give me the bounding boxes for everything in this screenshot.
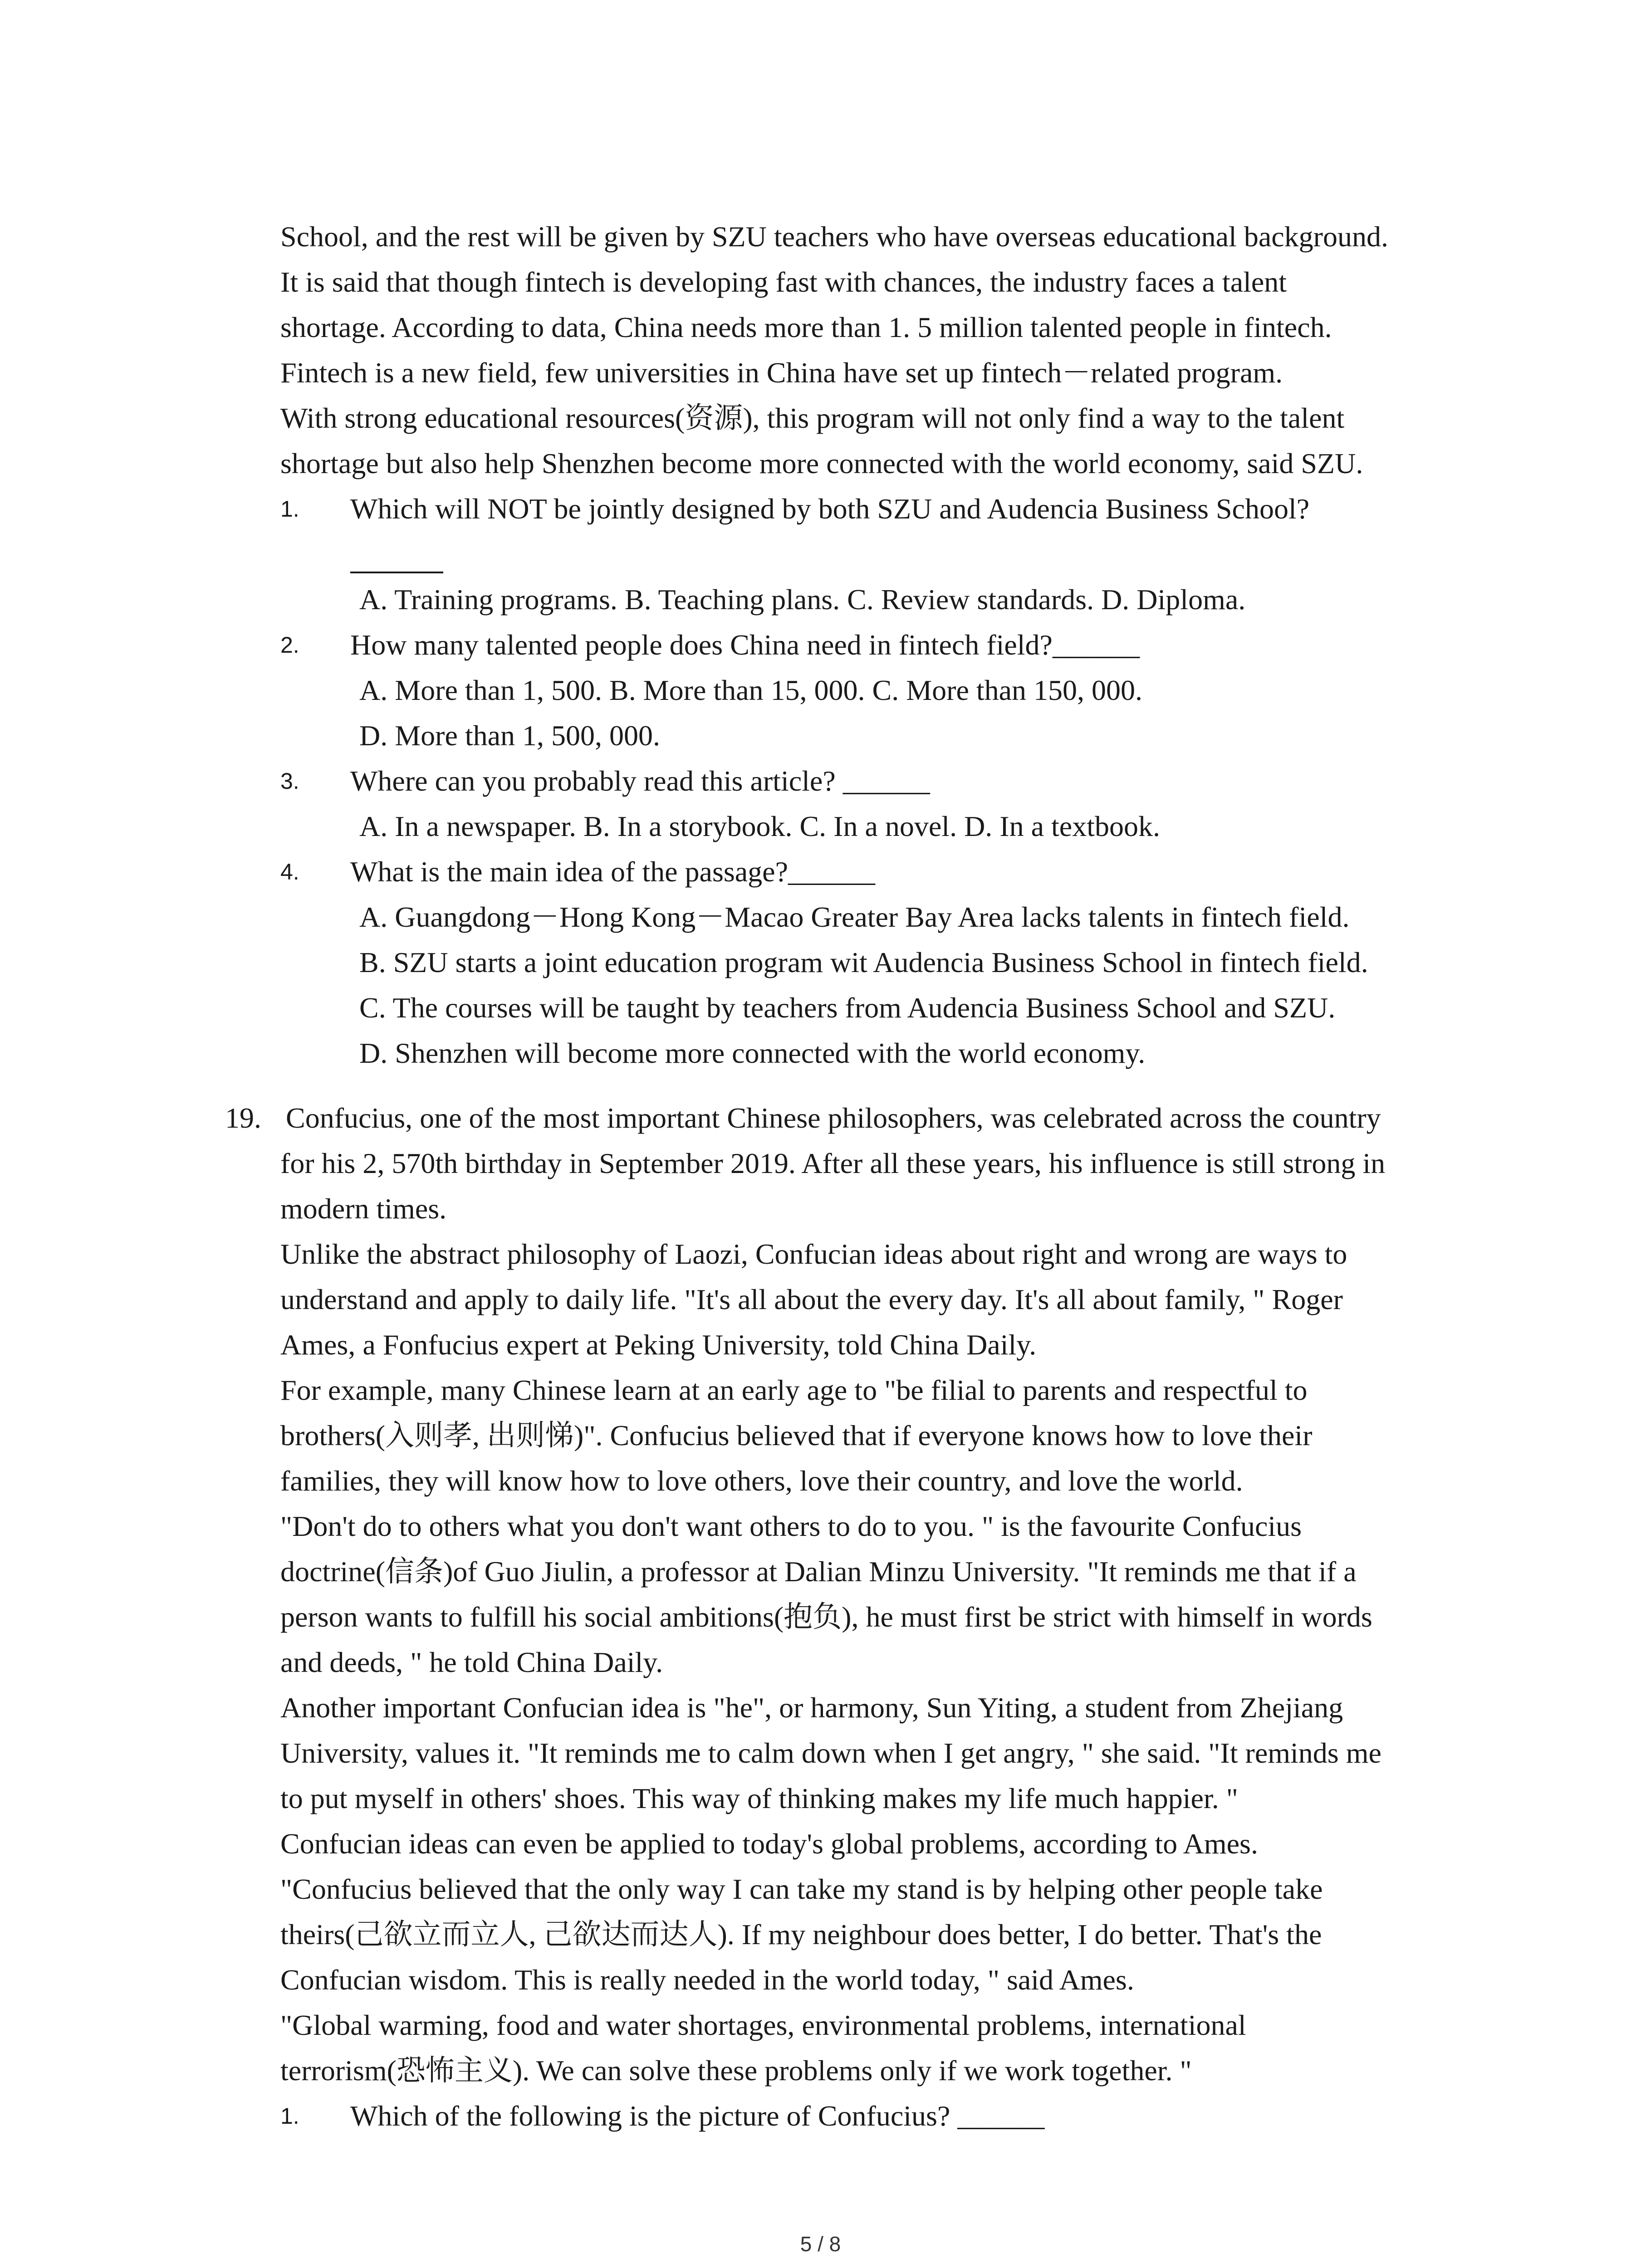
passage-a-line: School, and the rest will be given by SZU teachers who have overseas educational background. [280, 220, 1388, 253]
passage-b-line: University, values it. "It reminds me to calm down when I get angry, " she said. "It reminds me [280, 1737, 1381, 1769]
passage-a-line: shortage. According to data, China needs more than 1. 5 million talented people in fintech. [280, 311, 1332, 343]
question-text: How many talented people does China need in fintech field?______ [350, 629, 1140, 661]
passage-a-line: It is said that though fintech is developing fast with chances, the industry faces a talent [280, 266, 1287, 298]
passage-b-line: modern times. [280, 1193, 447, 1225]
question-number: 4. [280, 859, 299, 885]
question-options: D. Shenzhen will become more connected with the world economy. [359, 1037, 1146, 1069]
question-options: D. More than 1, 500, 000. [359, 719, 661, 752]
passage-b-line: Confucian wisdom. This is really needed in the world today, " said Ames. [280, 1964, 1134, 1996]
passage-b-line: and deeds, " he told China Daily. [280, 1646, 663, 1678]
section-number: 19. [225, 1102, 261, 1134]
question-options: A. More than 1, 500. B. More than 15, 000. C. More than 150, 000. [359, 674, 1143, 706]
passage-b-line: For example, many Chinese learn at an early age to "be filial to parents and respectful to [280, 1374, 1308, 1406]
passage-a-line: Fintech is a new field, few universities in China have set up fintech－related program. [280, 357, 1283, 389]
passage-b-line: Confucius, one of the most important Chinese philosophers, was celebrated across the country [286, 1102, 1381, 1134]
passage-b-line: families, they will know how to love others, love their country, and love the world. [280, 1465, 1243, 1497]
passage-b-line: terrorism(恐怖主义). We can solve these problems only if we work together. " [280, 2054, 1192, 2087]
passage-b-line: "Global warming, food and water shortages, environmental problems, international [280, 2009, 1246, 2041]
question-number: 3. [280, 768, 299, 794]
question-options: A. Training programs. B. Teaching plans. C. Review standards. D. Diploma. [359, 583, 1246, 616]
passage-a-line: With strong educational resources(资源), this program will not only find a way to the talent [280, 402, 1345, 434]
passage-b-line: Ames, a Fonfucius expert at Peking University, told China Daily. [280, 1329, 1037, 1361]
answer-blank [350, 572, 443, 573]
passage-b-line: Another important Confucian idea is "he", or harmony, Sun Yiting, a student from Zhejiang [280, 1691, 1343, 1724]
question-options: B. SZU starts a joint education program wit Audencia Business School in fintech field. [359, 946, 1368, 978]
question-text: Where can you probably read this article? ______ [350, 765, 930, 797]
passage-b-line: "Don't do to others what you don't want others to do to you. " is the favourite Confucius [280, 1510, 1302, 1542]
question-text: Which will NOT be jointly designed by both SZU and Audencia Business School? [350, 493, 1310, 525]
passage-b-line: doctrine(信条)of Guo Jiulin, a professor at Dalian Minzu University. "It reminds me that if a [280, 1555, 1357, 1588]
passage-b-line: Confucian ideas can even be applied to today's global problems, according to Ames. [280, 1828, 1258, 1860]
passage-b-line: to put myself in others' shoes. This way of thinking makes my life much happier. " [280, 1782, 1238, 1814]
question-text: What is the main idea of the passage?______ [350, 855, 875, 888]
question-options: A. In a newspaper. B. In a storybook. C. In a novel. D. In a textbook. [359, 810, 1160, 842]
question-text: Which of the following is the picture of Confucius? ______ [350, 2100, 1045, 2132]
passage-b-line: brothers(入则孝, 出则悌)". Confucius believed that if everyone knows how to love their [280, 1419, 1313, 1452]
question-number: 1. [280, 2103, 299, 2129]
page-number: 5 / 8 [800, 2232, 841, 2256]
passage-b-line: "Confucius believed that the only way I can take my stand is by helping other people take [280, 1873, 1323, 1905]
question-options: A. Guangdong－Hong Kong－Macao Greater Bay Area lacks talents in fintech field. [359, 901, 1350, 933]
question-number: 1. [280, 496, 299, 522]
question-number: 2. [280, 632, 299, 658]
passage-b-line: for his 2, 570th birthday in September 2019. After all these years, his influence is still strong in [280, 1147, 1386, 1179]
passage-b-line: person wants to fulfill his social ambitions(抱负), he must first be strict with himself in words [280, 1601, 1372, 1633]
question-options: C. The courses will be taught by teachers from Audencia Business School and SZU. [359, 992, 1336, 1024]
passage-b-line: understand and apply to daily life. "It's all about the every day. It's all about family, " Roger [280, 1283, 1343, 1315]
passage-a-line: shortage but also help Shenzhen become more connected with the world economy, said SZU. [280, 447, 1363, 479]
passage-b-line: Unlike the abstract philosophy of Laozi, Confucian ideas about right and wrong are ways to [280, 1238, 1347, 1270]
passage-b-line: theirs(己欲立而立人, 己欲达而达人). If my neighbour does better, I do better. That's the [280, 1918, 1322, 1950]
